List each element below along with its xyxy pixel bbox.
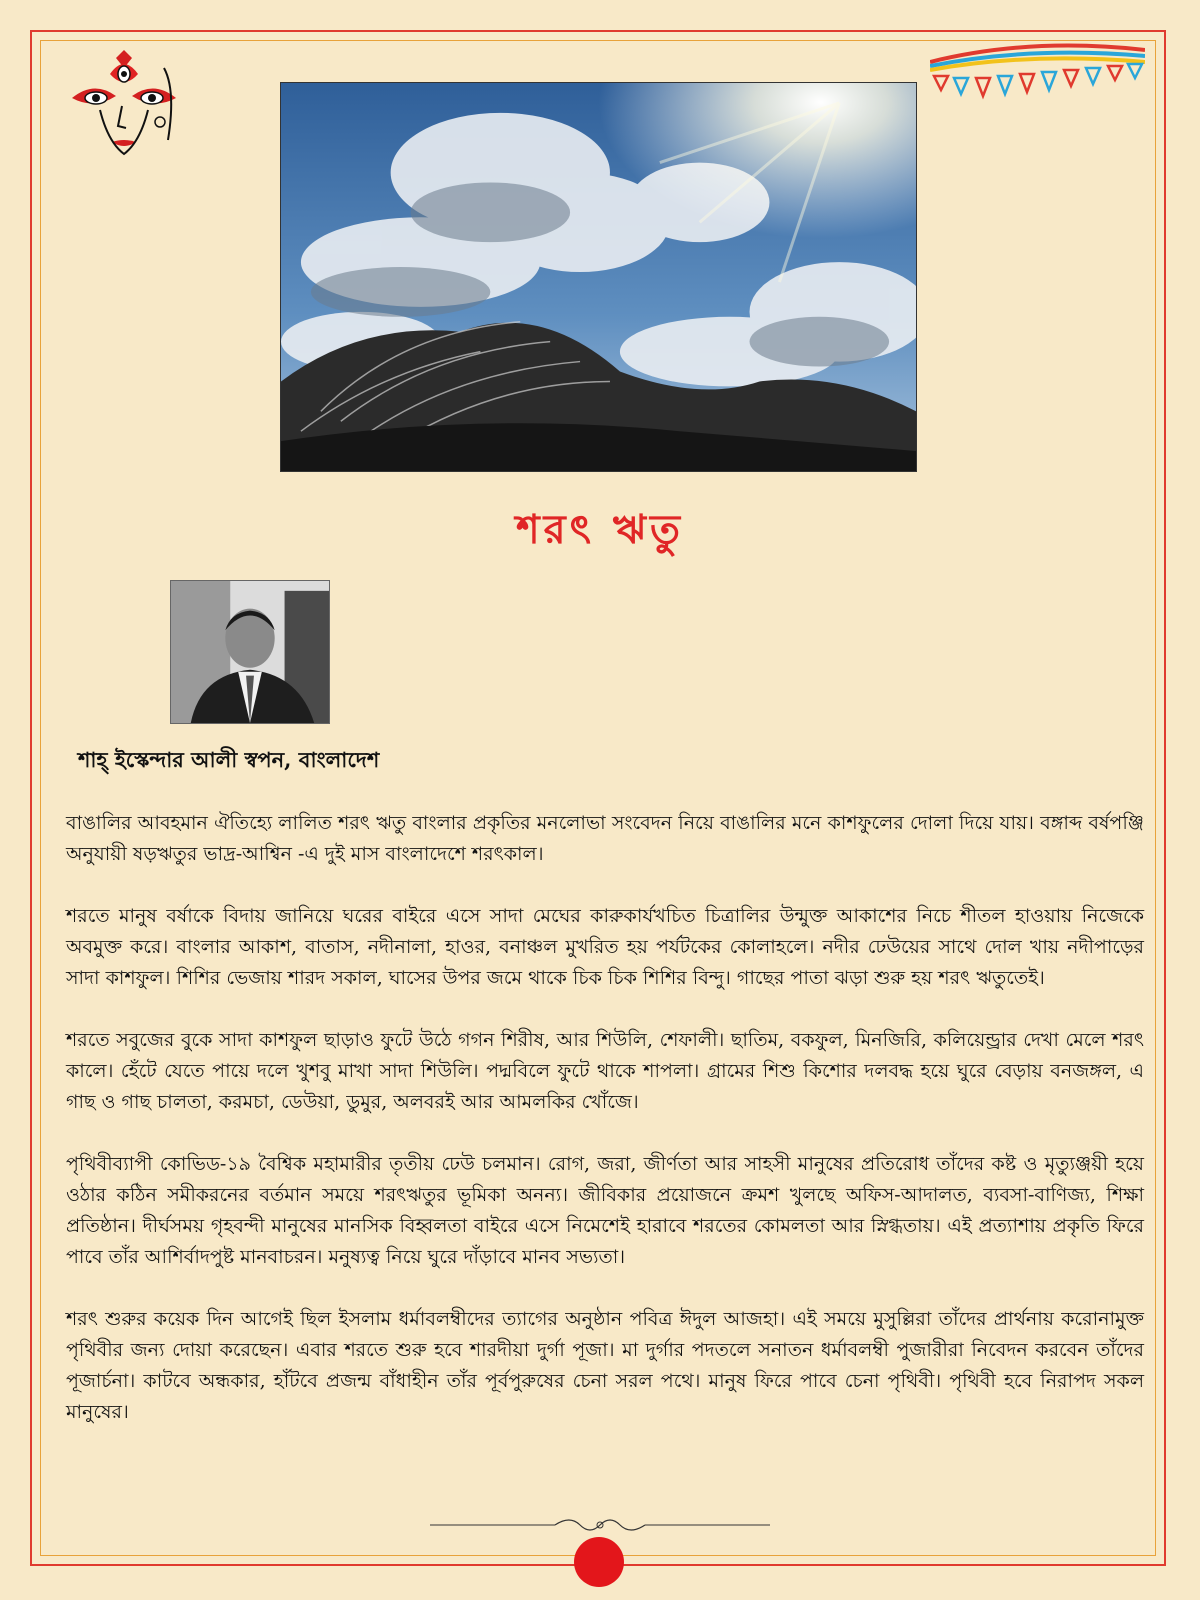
- paragraph-5: শরৎ শুরুর কয়েক দিন আগেই ছিল ইসলাম ধর্মাবলম্বীদের ত্যাগের অনুষ্ঠান পবিত্র ঈদুল আজহা। এই সময়ে মুসুল্লিরা তাঁদের প্রার্থনায় করোনামুক্ত পৃথিবীর জন্য দোয়া করেছেন। এবার শরতে শুরু হবে শারদীয়া দুর্গা পূজা। মা দুর্গার পদতলে সনাতন ধর্মাবলম্বী পুজারীরা নিবেদন করবেন তাঁদের পূজার্চনা। কাটবে অন্ধকার, হাঁটবে প্রজন্ম বাঁধাহীন তাঁর পূর্বপুরুষের চেনা সরল পথে। মানুষ ফিরে পাবে চেনা পৃথিবী। পৃথিবী হবে নিরাপদ সকল মানুষের।: [66, 1308, 1144, 1423]
- paragraph-4: পৃথিবীব্যাপী কোভিড-১৯ বৈশ্বিক মহামারীর তৃতীয় ঢেউ চলমান। রোগ, জরা, জীর্ণতা আর সাহসী মানুষের প্রতিরোধ তাঁদের কষ্ট ও মৃত্যুঞ্জয়ী হয়ে ওঠার কঠিন সমীকরনের বর্তমান সময়ে শরৎঋতুর ভূমিকা অনন্য। জীবিকার প্রয়োজনে ক্রমশ খুলছে অফিস-আদালত, ব্যবসা-বাণিজ্য, শিক্ষা প্রতিষ্ঠান। দীর্ঘসময় গৃহবন্দী মানুষের মানসিক বিহ্বলতা বাইরে এসে নিমেশেই হারাবে শরতের কোমলতা আর স্নিগ্ধতায়। এই প্রত্যাশায় প্রকৃতি ফিরে পাবে তাঁর আশির্বাদপুষ্ট মানবাচরন। মনুষ্যত্ব নিয়ে ঘুরে দাঁড়াবে মানব সভ্যতা।: [66, 1153, 1144, 1268]
- bunting-decoration: [930, 42, 1145, 112]
- article-title: শরৎ ঋতু: [515, 507, 685, 553]
- article-body: [66, 808, 1144, 1459]
- author-name: শাহ্ ইস্কেন্দার আলী স্বপন, বাংলাদেশ: [78, 747, 380, 772]
- author-photo: [170, 580, 330, 724]
- paragraph-1: বাঙালির আবহমান ঐতিহ্যে লালিত শরৎ ঋতু বাংলার প্রকৃতির মনলোভা সংবেদন নিয়ে বাঙালির মনে কাশফুলের দোলা দিয়ে যায়। বঙ্গাব্দ বর্ষপঞ্জি অনুযায়ী ষড়ঋতুর ভাদ্র-আশ্বিন -এ দুই মাস বাংলাদেশে শরৎকাল।: [66, 812, 1144, 865]
- durga-face-icon: [64, 50, 184, 160]
- paragraph-3: শরতে সবুজের বুকে সাদা কাশফুল ছাড়াও ফুটে উঠে গগন শিরীষ, আর শিউলি, শেফালী। ছাতিম, বকফুল, মিনজিরি, কলিয়েন্ড্রার দেখা মেলে শরৎ কালে। হেঁটে যেতে পায়ে দলে খুশবু মাখা সাদা শিউলি। পদ্মবিলে ফুটে থাকে শাপলা। গ্রামের শিশু কিশোর দলবদ্ধ হয়ে ঘুরে বেড়ায় বনজঙ্গল, এ গাছ ও গাছ চালতা, করমচা, ডেউয়া, ডুমুর, অলবরই আর আমলকির খোঁজে।: [66, 1029, 1144, 1113]
- paragraph-2: শরতে মানুষ বর্ষাকে বিদায় জানিয়ে ঘরের বাইরে এসে সাদা মেঘের কারুকার্যখচিত চিত্রালির উন্মুক্ত আকাশের নিচে শীতল হাওয়ায় নিজেকে অবমুক্ত করে। বাংলার আকাশ, বাতাস, নদীনালা, হাওর, বনাঞ্চল মুখরিত হয় পর্যটকের কোলাহলে। নদীর ঢেউয়ের সাথে দোল খায় নদীপাড়ের সাদা কাশফুল। শিশির ভেজায় শারদ সকাল, ঘাসের উপর জমে থাকে চিক চিক শিশির বিন্দু। গাছের পাতা ঝড়া শুরু হয় শরৎ ঋতুতেই।: [66, 905, 1144, 989]
- ornament-divider: [430, 1515, 770, 1535]
- hero-photo-sky-kashful: [280, 82, 917, 472]
- red-dot-icon: [574, 1537, 624, 1587]
